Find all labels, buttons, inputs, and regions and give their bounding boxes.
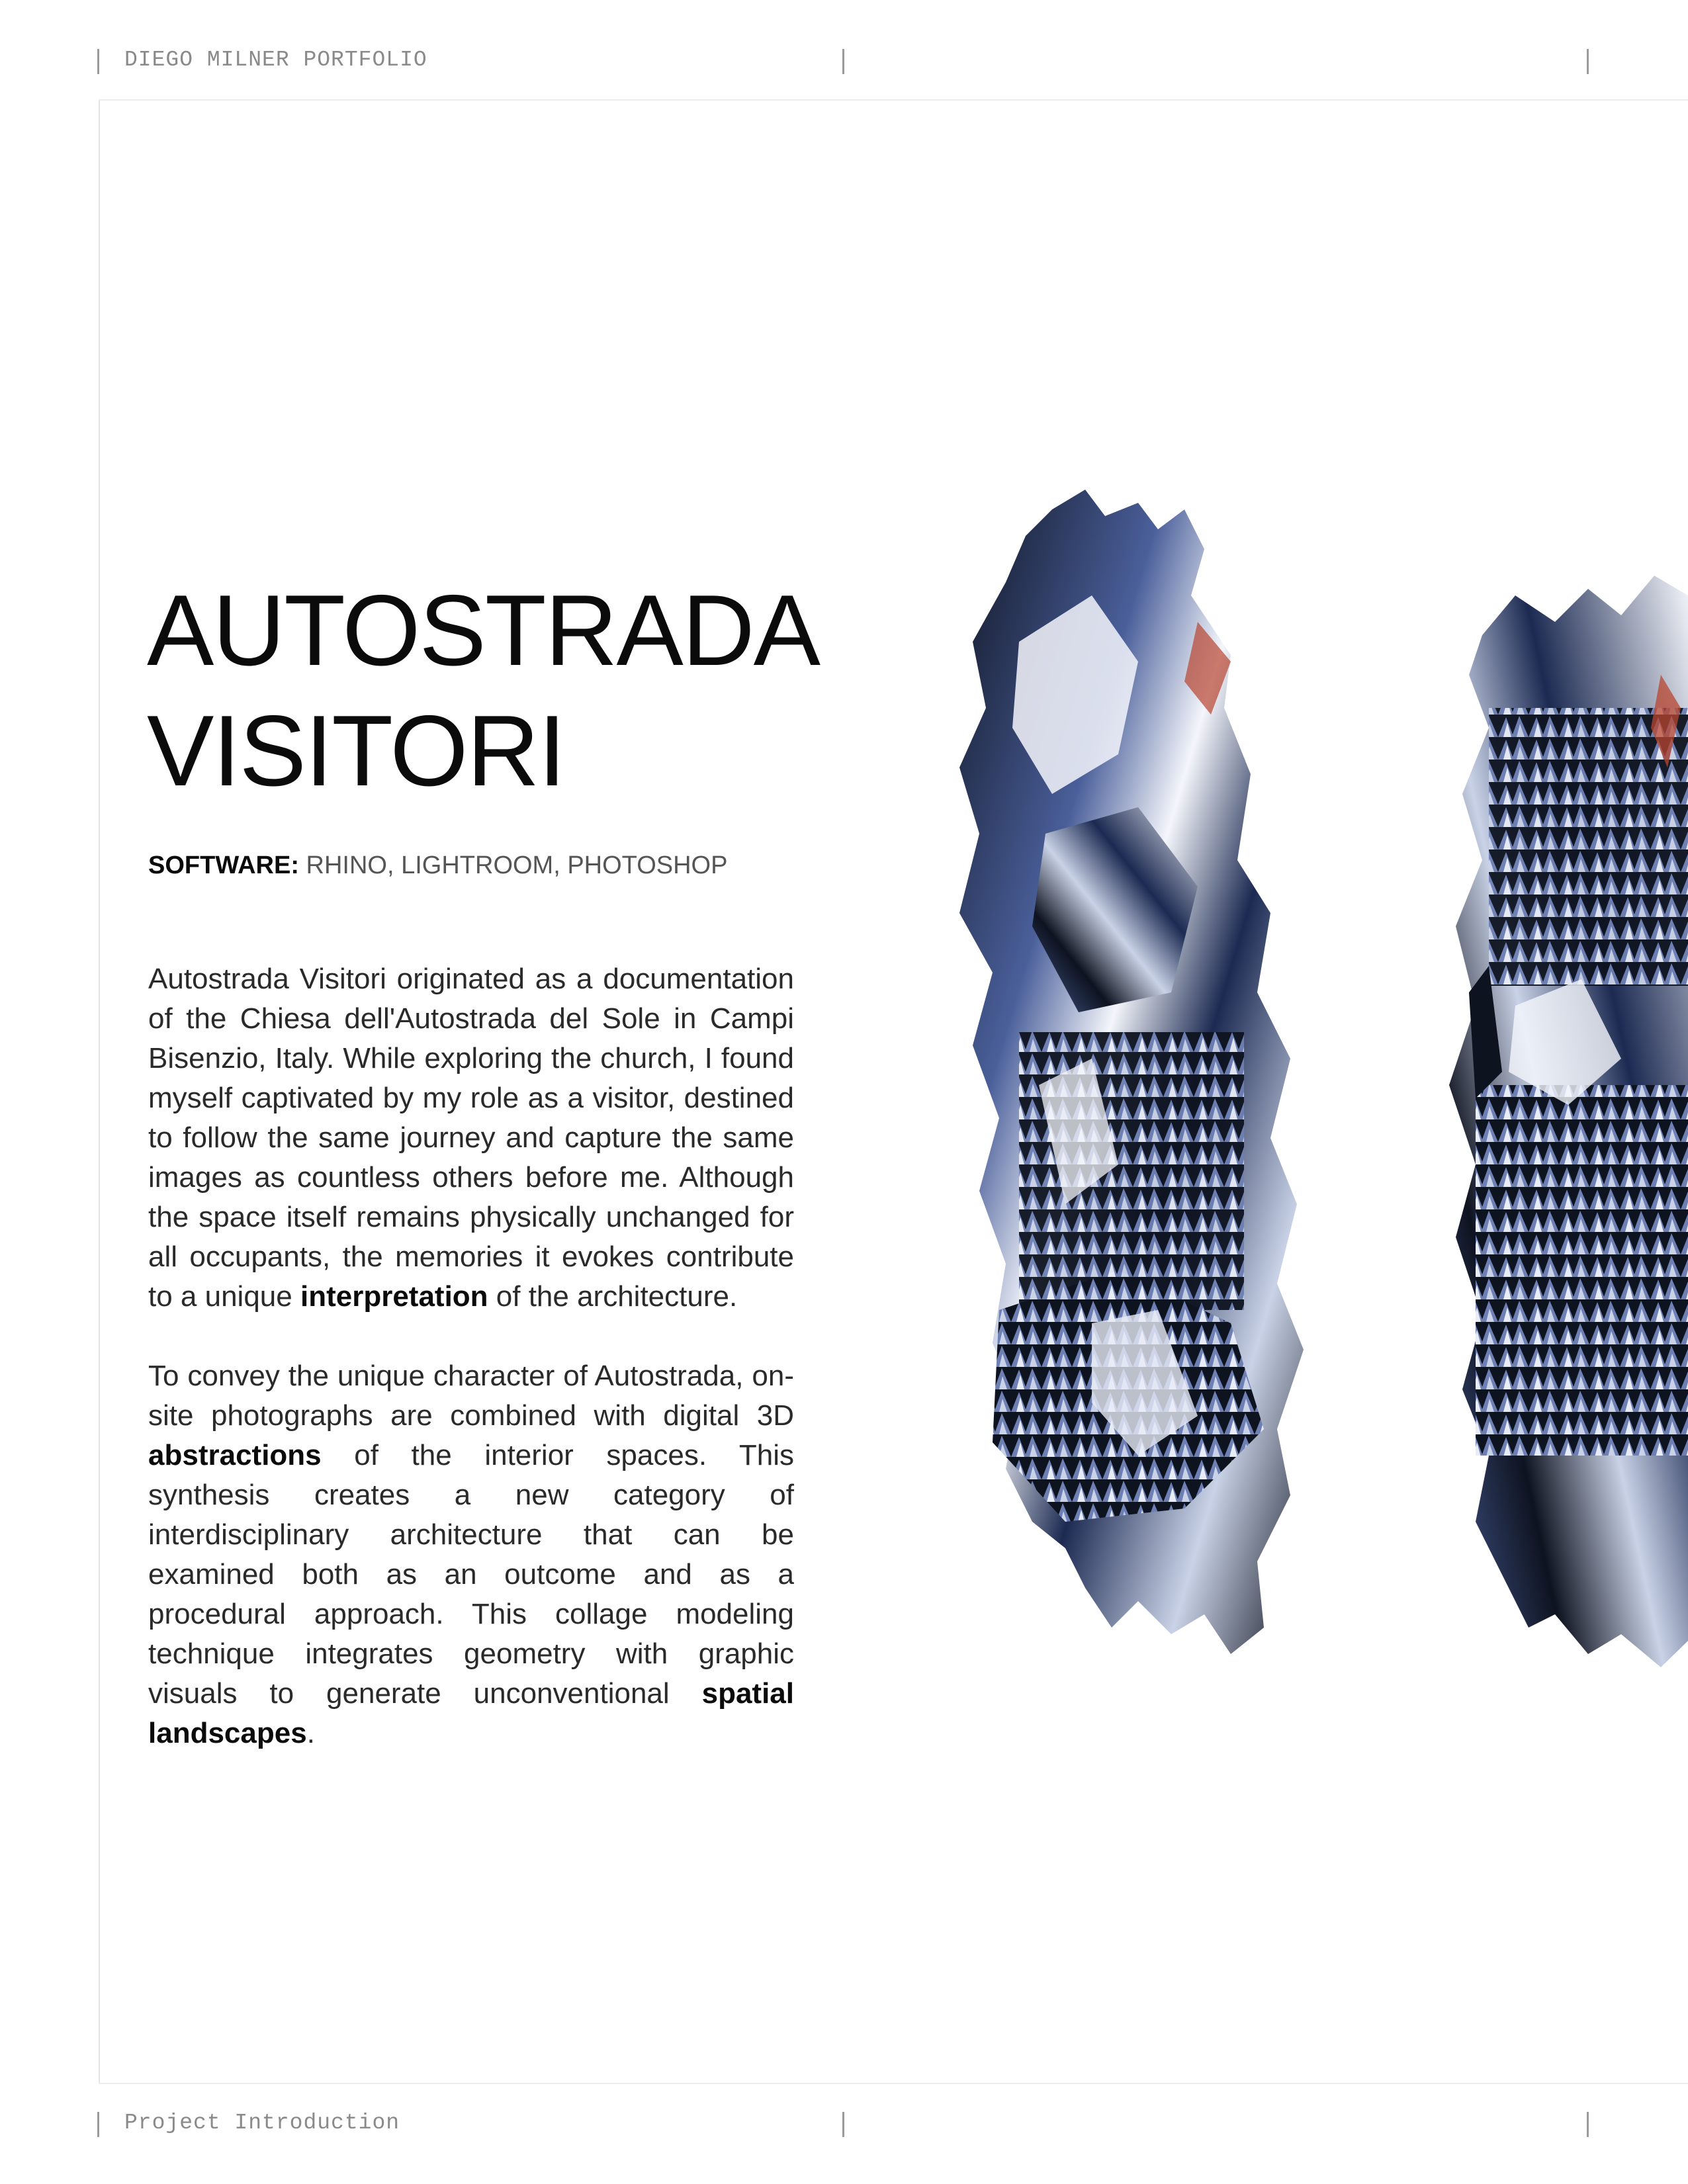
paragraph-1-ending: of the architecture. <box>488 1280 738 1313</box>
paragraph-2-text-middle: of the interior spaces. This synthesis creates a new category of interdisciplinary architecture that can be examined both as an outcome and as a procedural approach. This collage modeling technique integrates geometry with graphic visuals to generate unconventional <box>148 1439 794 1710</box>
sculpture-artwork-image <box>920 490 1688 1747</box>
software-credits <box>148 852 727 880</box>
page-frame-top-rule <box>99 99 1688 101</box>
header-tick-right <box>1587 49 1589 74</box>
paragraph-2-text: To convey the unique character of Autostrada, on-site photographs are combined with digital 3D <box>148 1360 794 1432</box>
paragraph-2-ending: . <box>306 1717 315 1749</box>
header-tick-left <box>97 49 99 74</box>
project-title-line-1: AUTOSTRADA <box>147 574 820 687</box>
section-label: Project Introduction <box>124 2111 400 2135</box>
project-title-line-2: VISITORI <box>147 695 565 807</box>
intro-paragraph-1 <box>148 959 794 1317</box>
portfolio-title: DIEGO MILNER PORTFOLIO <box>124 48 427 72</box>
page-frame-left-rule <box>99 99 100 2083</box>
paragraph-2-emphasis-2: spatial landscapes <box>148 1677 794 1749</box>
right-sculpture <box>1449 576 1688 1667</box>
paragraph-1-emphasis: interpretation <box>300 1280 488 1313</box>
footer-tick-right <box>1587 2112 1589 2137</box>
header-tick-middle <box>842 49 844 74</box>
page-frame-bottom-rule <box>99 2083 1688 2084</box>
paragraph-1-text: Autostrada Visitori originated as a documentation of the Chiesa dell'Autostrada del Sole in Campi Bisenzio, Italy. While exploring the church, I found myself captivated by my role as a visitor, destined to follow the same journey and capture the same images as countless others before me. Although the space itself remains physically unchanged for all occupants, the memories it evokes contribute to a unique <box>148 963 794 1313</box>
footer-tick-left <box>97 2112 99 2137</box>
left-sculpture <box>959 490 1304 1654</box>
paragraph-2-emphasis-1: abstractions <box>148 1439 322 1471</box>
footer-tick-middle <box>842 2112 844 2137</box>
sculpture-artwork-svg <box>920 490 1688 1747</box>
running-footer <box>0 2104 1688 2144</box>
project-title <box>147 570 820 811</box>
intro-paragraph-2 <box>148 1356 794 1753</box>
software-list: RHINO, LIGHTROOM, PHOTOSHOP <box>298 852 728 879</box>
running-header <box>0 41 1688 81</box>
software-label: SOFTWARE: <box>148 852 299 879</box>
